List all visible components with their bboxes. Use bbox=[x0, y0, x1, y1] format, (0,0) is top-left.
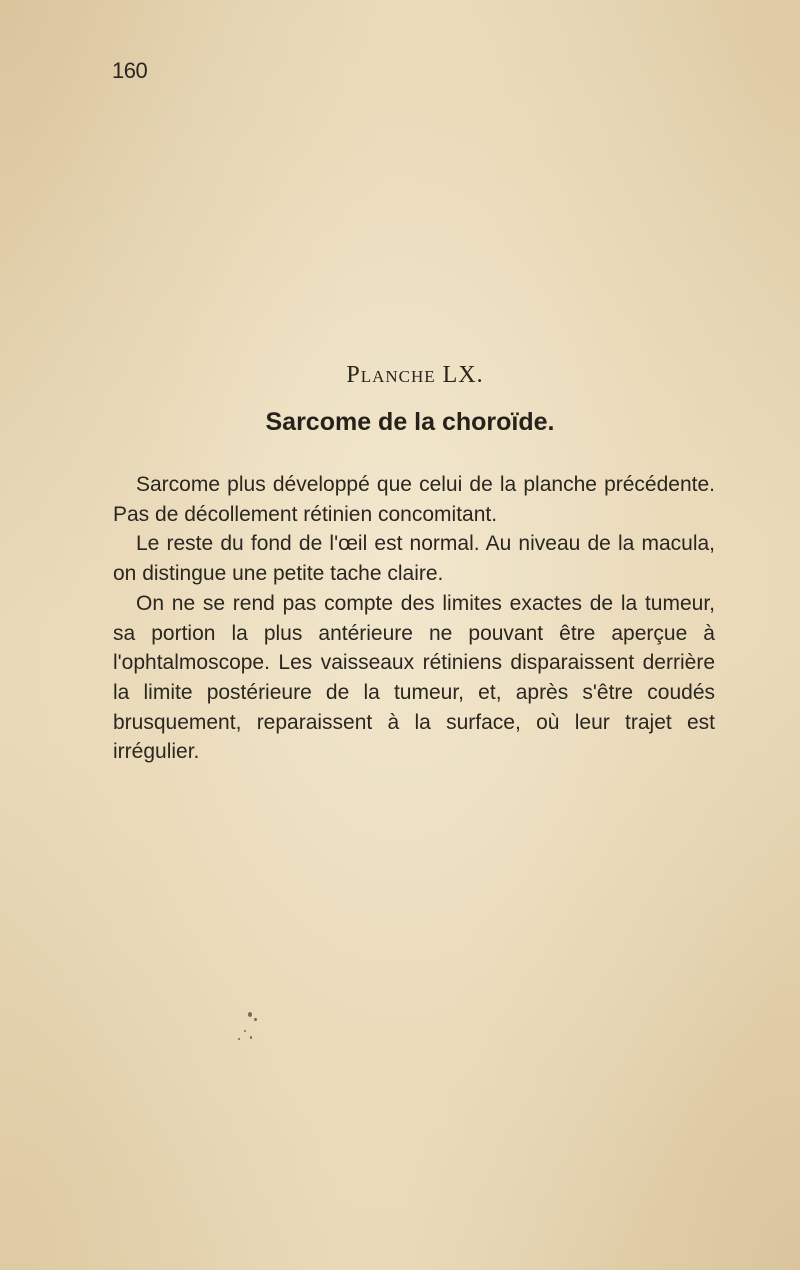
paragraph: Le reste du fond de l'œil est normal. Au niveau de la macula, on distingue une petite tache claire. bbox=[113, 532, 715, 586]
paragraph: On ne se rend pas compte des limites exactes de la tumeur, sa portion la plus antérieure ne pouvant être aperçue à l'ophtalmoscope. Les vaisseaux rétiniens disparaissent derrière la limite postérieure de la tumeur, et, après s'être coudés brusquement, reparaissent à la surface, où leur trajet est irrégulier. bbox=[113, 591, 715, 764]
plate-title bbox=[0, 362, 800, 389]
paper-speck bbox=[236, 1008, 266, 1048]
plate-number: LX. bbox=[442, 362, 484, 388]
plate-prefix: Planche bbox=[346, 362, 436, 388]
page-number: 160 bbox=[112, 58, 148, 83]
body-text bbox=[113, 470, 715, 767]
section-heading: Sarcome de la choroïde. bbox=[265, 408, 555, 436]
paragraph: Sarcome plus développé que celui de la planche précédente. Pas de décollement rétinien concomitant. bbox=[113, 473, 715, 526]
